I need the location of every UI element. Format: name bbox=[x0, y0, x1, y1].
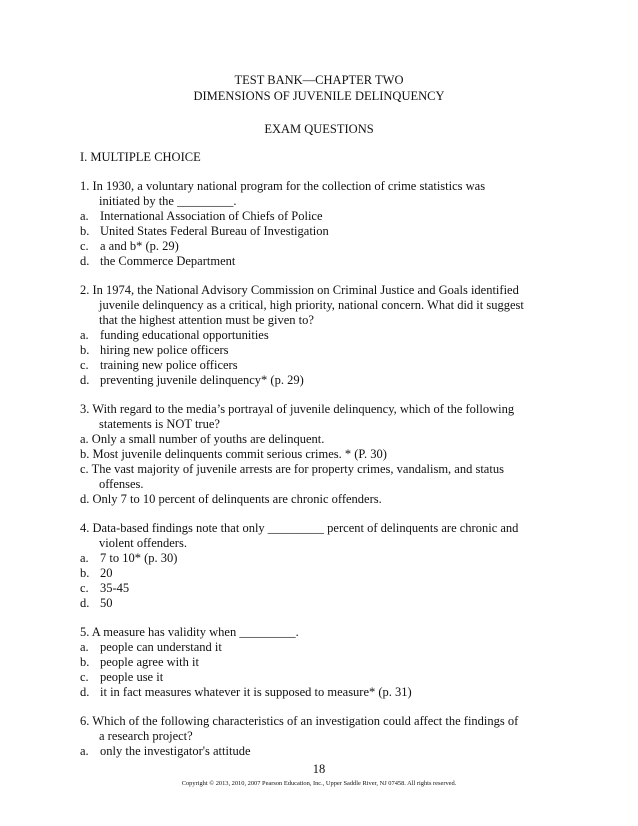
option-text: people can understand it bbox=[100, 640, 222, 654]
option-text: the Commerce Department bbox=[100, 254, 236, 268]
option-letter: b. bbox=[80, 224, 90, 238]
option-letter: c. bbox=[80, 670, 89, 684]
answer-option bbox=[80, 744, 251, 759]
section-heading: EXAM QUESTIONS bbox=[264, 122, 374, 136]
question-stem-line: statements is NOT true? bbox=[99, 417, 220, 431]
answer-option bbox=[80, 566, 113, 581]
option-letter: d. bbox=[80, 596, 90, 610]
question-stem-line: 3. With regard to the media’s portrayal of juvenile delinquency, which of the following bbox=[80, 402, 515, 416]
question-stem-line: a research project? bbox=[99, 729, 193, 743]
option-text: 20 bbox=[100, 566, 113, 580]
question-stem-line: juvenile delinquency as a critical, high priority, national concern. What did it suggest bbox=[99, 298, 524, 312]
option-text: United States Federal Bureau of Investigation bbox=[100, 224, 329, 238]
option-letter: c. bbox=[80, 239, 89, 253]
option-text: 50 bbox=[100, 596, 113, 610]
option-text: International Association of Chiefs of Police bbox=[100, 209, 323, 223]
option-text: a and b* (p. 29) bbox=[100, 239, 179, 253]
answer-option bbox=[80, 224, 329, 239]
option-letter: a. bbox=[80, 328, 89, 342]
answer-option bbox=[80, 254, 235, 269]
option-text: preventing juvenile delinquency* (p. 29) bbox=[100, 373, 304, 387]
option-letter: a. bbox=[80, 551, 89, 565]
answer-option bbox=[80, 596, 113, 611]
answer-option-continuation: offenses. bbox=[99, 477, 144, 491]
question-stem-line: 1. In 1930, a voluntary national program for the collection of crime statistics was bbox=[80, 179, 486, 193]
option-letter: b. bbox=[80, 343, 90, 357]
option-text: hiring new police officers bbox=[100, 343, 229, 357]
answer-option bbox=[80, 655, 199, 670]
option-text: people use it bbox=[100, 670, 164, 684]
doc-title: TEST BANK—CHAPTER TWO bbox=[234, 73, 404, 87]
answer-option: b. Most juvenile delinquents commit serious crimes. * (P. 30) bbox=[80, 447, 387, 461]
answer-option bbox=[80, 373, 304, 388]
option-letter: a. bbox=[80, 744, 89, 758]
option-text: funding educational opportunities bbox=[100, 328, 269, 342]
question-stem-line: initiated by the _________. bbox=[99, 194, 237, 208]
option-text: training new police officers bbox=[100, 358, 238, 372]
page-number: 18 bbox=[312, 762, 326, 776]
question-stem-line: violent offenders. bbox=[99, 536, 187, 550]
question-stem-line: 5. A measure has validity when _________. bbox=[80, 625, 299, 639]
option-text: it in fact measures whatever it is supposed to measure* (p. 31) bbox=[100, 685, 412, 699]
answer-option: c. The vast majority of juvenile arrests are for property crimes, vandalism, and status bbox=[80, 462, 504, 476]
option-text: only the investigator's attitude bbox=[100, 744, 251, 758]
part-heading: I. MULTIPLE CHOICE bbox=[80, 150, 201, 164]
question-stem-line: 6. Which of the following characteristics of an investigation could affect the findings of bbox=[80, 714, 519, 728]
option-letter: d. bbox=[80, 373, 90, 387]
question-stem-line: 2. In 1974, the National Advisory Commission on Criminal Justice and Goals identified bbox=[80, 283, 519, 297]
option-letter: d. bbox=[80, 254, 90, 268]
option-text: 7 to 10* (p. 30) bbox=[100, 551, 178, 565]
doc-subtitle: DIMENSIONS OF JUVENILE DELINQUENCY bbox=[193, 89, 445, 103]
copyright-footer: Copyright © 2013, 2010, 2007 Pearson Education, Inc., Upper Saddle River, NJ 07458. All rights reserved. bbox=[181, 780, 457, 787]
option-letter: b. bbox=[80, 655, 90, 669]
option-letter: b. bbox=[80, 566, 90, 580]
answer-option bbox=[80, 328, 269, 343]
option-letter: d. bbox=[80, 685, 90, 699]
answer-option bbox=[80, 581, 129, 596]
option-letter: c. bbox=[80, 358, 89, 372]
question-stem-line: 4. Data-based findings note that only _________ percent of delinquents are chronic and bbox=[80, 521, 519, 535]
answer-option: a. Only a small number of youths are delinquent. bbox=[80, 432, 325, 446]
answer-option bbox=[80, 640, 222, 655]
option-text: people agree with it bbox=[100, 655, 199, 669]
option-letter: a. bbox=[80, 209, 89, 223]
answer-option bbox=[80, 239, 179, 254]
answer-option bbox=[80, 670, 163, 685]
option-text: 35-45 bbox=[100, 581, 130, 595]
answer-option bbox=[80, 209, 323, 224]
option-letter: c. bbox=[80, 581, 89, 595]
answer-option bbox=[80, 551, 177, 566]
answer-option bbox=[80, 685, 412, 700]
question-stem-line: that the highest attention must be given to? bbox=[99, 313, 314, 327]
answer-option bbox=[80, 343, 229, 358]
answer-option: d. Only 7 to 10 percent of delinquents are chronic offenders. bbox=[80, 492, 382, 506]
option-letter: a. bbox=[80, 640, 89, 654]
answer-option bbox=[80, 358, 238, 373]
